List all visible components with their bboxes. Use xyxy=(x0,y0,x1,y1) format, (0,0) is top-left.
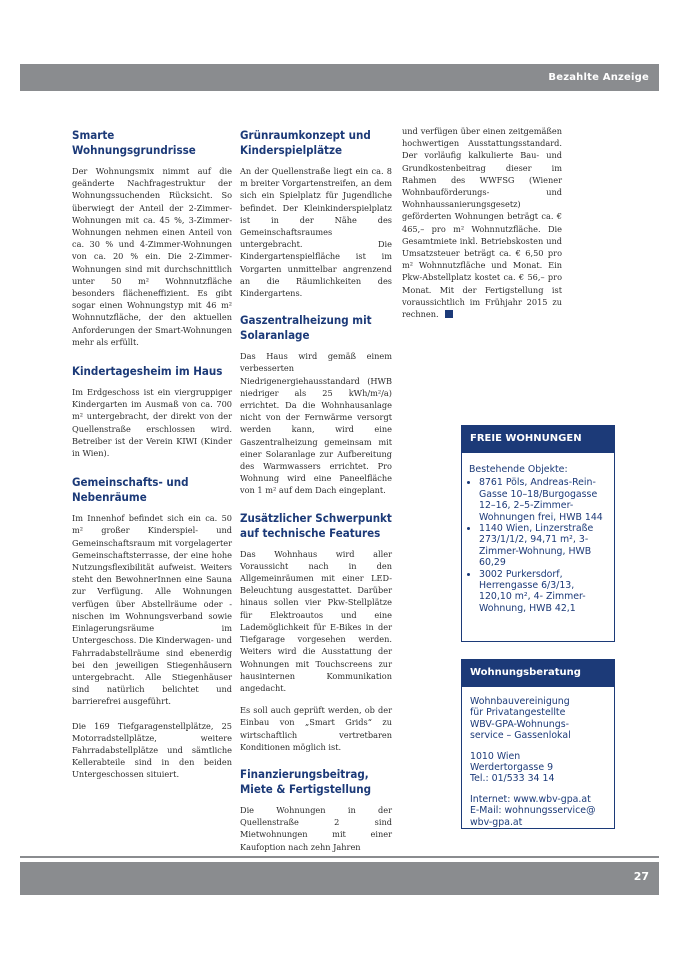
paragraph: Im Erdgeschoss ist ein viergruppiger Kindergarten im Ausmaß von ca. 700 m² untergebracht, der direkt von der Quellenstraße erschlossen wird. Betreiber ist der Verein KIWI (Kinder in Wien). xyxy=(72,387,232,459)
paragraph: Das Haus wird gemäß einem verbesserten Niedrigenergiehausstandard (HWB niedriger als 25 kWh/m²/a) errichtet. Da die Wohnhausanlage nicht von der Fernwärme versorgt werden kann, wird eine Gaszentralheizung gemeinsam mit einer Solaranlage zur Aufbereitung des Warmwassers errichtet. Pro Wohnung wird eine Paneelfläche von 1 m² auf dem Dach eingeplant. xyxy=(240,351,392,496)
paragraph: An der Quellenstraße liegt ein ca. 8 m breiter Vorgartenstreifen, an dem sich ein Spielplatz für Jugendliche befindet. Der Kleinkinderspielplatz ist in der Nähe des Gemeinschaftsraumes untergebracht. Die Kindergartenspielfläche ist im Vorgarten unmittelbar angrenzend an die Räumlichkeiten des Kindergartens. xyxy=(240,166,392,299)
address-street: Werdertorgasse 9 xyxy=(470,762,554,774)
org-line: service – Gassenlokal xyxy=(470,730,571,742)
paragraph: Der Wohnungsmix nimmt auf die geänderte Nachfragestruktur der Wohnungssuchenden Rücksicht. So überwiegt der Anteil der 2-Zimmer-Wohnungen mit ca. 45 %, 3-Zimmer-Wohnungen nehmen einen Anteil von ca. 30 % und 4-Zimmer-Wohnungen von ca. 20 % ein. Die 2-Zimmer-Wohnungen sind mit durchschnittlich unter 50 m² Wohnnutzfläche besonders flächeneffizient. Es gibt sogar einen Wohnungstyp mit 46 m² Wohnnutzfläche, der den aktuellen Anforderungen der Smart-Wohnungen mehr als erfüllt. xyxy=(72,166,232,347)
org-line: für Privatangestellte xyxy=(470,707,566,719)
box-title: FREIE WOHNUNGEN xyxy=(462,426,614,453)
email-link-cont[interactable]: wbv-gpa.at xyxy=(470,816,523,828)
header-bar xyxy=(20,64,659,91)
footer-bar xyxy=(20,862,659,895)
end-mark-icon xyxy=(445,310,453,318)
paragraph: Das Wohnhaus wird aller Voraussicht nach in den Allgemeinräumen mit einer LED-Beleuchtung ausgestattet. Darüber hinaus sollen vier Pkw-Stellplätze für Elektroautos und eine Lademöglichkeit für E-Bikes in der Tiefgarage vorgesehen werden. Weiters wird die Ausstattung der Wohnungen mit Touchscreens zur hausinternen Kommunikation angedacht. xyxy=(240,548,392,693)
phone: Tel.: 01/533 34 14 xyxy=(470,773,555,785)
paragraph: Im Innenhof befindet sich ein ca. 50 m² großer Kinderspiel- und Gemeinschaftsraum mit vorgelagerter Gemeinschaftsterrasse, der eine hohe Nutzungsflexibilität aufweist. Weiters steht den BewohnerInnen eine Sauna zur Verfügung. Alle Wohnungen verfügen über Abstellräume oder -nischen im Wohnungsverband sowie Einlagerungsräume im Untergeschoss. Die Kinderwagen- und Fahrradabstellräume sind ebenerdig bei den jeweiligen Stiegenhäusern untergebracht. Alle Stiegenhäuser sind natürlich belichtet und barrierefrei ausgeführt. xyxy=(72,513,232,707)
email-link[interactable]: E-Mail: wohnungsservice@ xyxy=(470,805,596,817)
box-intro: Bestehende Objekte: xyxy=(469,464,568,475)
section-title: Gemeinschafts- und Nebenräume xyxy=(72,475,189,505)
paragraph: Es soll auch geprüft werden, ob der Einbau von „Smart Grids“ zu wirtschaftlich vertretbaren Konditionen möglich ist. xyxy=(240,705,392,752)
paid-ad-label: Bezahlte Anzeige xyxy=(548,72,649,83)
address-city: 1010 Wien xyxy=(470,750,521,762)
consulting-box xyxy=(461,659,615,829)
section-title: Kindertagesheim im Haus xyxy=(72,364,223,379)
section-title: Smarte Wohnungsgrundrisse xyxy=(72,128,196,157)
box-body xyxy=(462,453,614,614)
list-item: • 1140 Wien, Linzerstraße 273/1/1/2, 94,71 m², 3- Zimmer-Wohnung, HWB 60,29 xyxy=(479,523,607,569)
apartment-list xyxy=(469,477,607,614)
website-link[interactable]: Internet: www.wbv-gpa.at xyxy=(470,793,591,805)
box-title: Wohnungsberatung xyxy=(462,660,614,687)
org-line: Wohnbauvereinigung xyxy=(470,696,570,707)
free-apartments-box xyxy=(461,425,615,642)
column-3 xyxy=(402,125,562,330)
box-body xyxy=(462,687,614,828)
paragraph-text: und verfügen über einen zeitgemäßen hochwertigen Ausstattungsstandard. Der vorläufig kalkulierte Bau- und Grundkostenbeitrag dieser im Rahmen des WWFSG (Wiener Wohnbauförderungs- und Wohnhaussanierungsgesetz) geförderten Wohnungen beträgt ca. € 465,– pro m² Wohnnutzfläche. Die Gesamtmiete inkl. Betriebskosten und Umsatzsteuer beträgt ca. € 6,50 pro m² Wohnnutzfläche und Monat. Ein Pkw-Abstellplatz kostet ca. € 56,– pro Monat. Mit der Fertigstellung ist voraussichtlich im Frühjahr 2015 zu rechnen. xyxy=(402,126,562,320)
list-item: • 3002 Purkersdorf, Herrengasse 6/3/13, 120,10 m², 4- Zimmer-Wohnung, HWB 42,1 xyxy=(479,569,607,615)
column-1 xyxy=(72,128,232,791)
paragraph: Die Wohnungen in der Quellenstraße 2 sind Mietwohnungen mit einer Kaufoption nach zehn Jahren xyxy=(240,804,392,852)
section-title: Gaszentralheizung mit Solaranlage xyxy=(240,313,372,343)
org-line: WBV-GPA-Wohnungs- xyxy=(470,718,569,730)
section-title: Finanzierungsbeitrag, Miete & Fertigstellung xyxy=(240,766,372,796)
list-item: • 8761 Pöls, Andreas-Rein-Gasse 10–18/Burgogasse 12–16, 2–5-Zimmer-Wohnungen frei, HWB 144 xyxy=(479,477,607,523)
section-title: Grünraumkonzept und Kinderspielplätze xyxy=(240,128,371,157)
footer-rule xyxy=(20,856,659,858)
paragraph xyxy=(402,125,562,320)
column-2 xyxy=(240,128,392,863)
page-number: 27 xyxy=(633,870,649,883)
paragraph: Die 169 Tiefgaragenstellplätze, 25 Motorradstellplätze, weitere Fahrradabstellplätze und sämtliche Kellerabteile sind in den beiden Untergeschossen situiert. xyxy=(72,720,232,780)
section-title: Zusätzlicher Schwerpunkt auf technische Features xyxy=(240,510,392,540)
